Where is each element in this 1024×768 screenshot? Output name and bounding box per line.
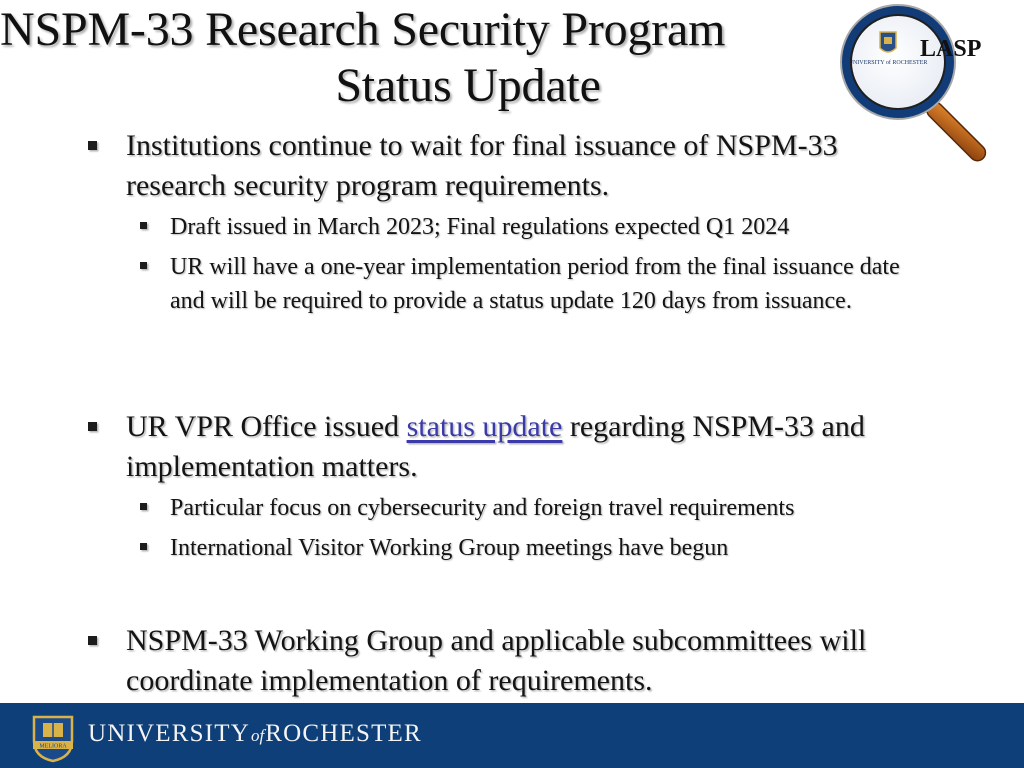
bullet-square-icon (140, 543, 147, 550)
bullet-2 (88, 407, 938, 487)
sub-bullet-2-1-text: Particular focus on cybersecurity and foreign travel requirements (170, 495, 795, 521)
university-seal-icon (880, 32, 896, 52)
footer-band (0, 703, 1024, 768)
sub-bullet-1-1 (88, 210, 938, 244)
wordmark-of: of (251, 726, 265, 745)
slide-title (0, 2, 726, 114)
bullet-2-text-after: regarding NSPM-33 and implementation matters. (126, 410, 865, 483)
sub-bullet-2-1 (88, 491, 938, 525)
bullet-group-2 (88, 407, 938, 565)
seal-motto: MELIORA (39, 743, 67, 750)
lasp-logo-text: LASP (920, 36, 982, 62)
bullet-group-1 (88, 126, 938, 318)
bullet-square-icon (88, 422, 97, 431)
sub-bullet-1-2 (88, 250, 938, 318)
university-seal-icon (30, 711, 76, 763)
bullet-group-3 (88, 621, 938, 701)
bullet-2-text-before: UR VPR Office issued (126, 410, 407, 443)
bullet-square-icon (140, 222, 147, 229)
logo-inner-text: UNIVERSITY of ROCHESTER (848, 60, 928, 66)
sub-bullet-2-2-text: International Visitor Working Group meetings have begun (170, 535, 729, 561)
bullet-square-icon (88, 141, 97, 150)
bullet-1-text: Institutions continue to wait for final issuance of NSPM-33 research security program requirements. (126, 129, 838, 202)
title-line-1: NSPM-33 Research Security Program (0, 3, 726, 56)
bullet-square-icon (140, 503, 147, 510)
wordmark-rochester: ROCHESTER (265, 720, 422, 747)
sub-bullet-1-2-text: UR will have a one-year implementation period from the final issuance date and will be required to provide a status update 120 days from issuance. (170, 254, 900, 314)
bullet-square-icon (88, 636, 97, 645)
bullet-1 (88, 126, 938, 206)
title-line-2: Status Update (335, 59, 601, 112)
wordmark-university: UNIVERSITY (88, 720, 250, 747)
status-update-link[interactable]: status update (406, 410, 563, 443)
bullet-square-icon (140, 262, 147, 269)
bullet-3 (88, 621, 938, 701)
sub-bullet-2-2 (88, 531, 938, 565)
bullet-3-text: NSPM-33 Working Group and applicable subcommittees will coordinate implementation of requirements. (126, 624, 867, 697)
sub-bullet-1-1-text: Draft issued in March 2023; Final regulations expected Q1 2024 (170, 214, 790, 240)
university-wordmark (88, 719, 422, 751)
